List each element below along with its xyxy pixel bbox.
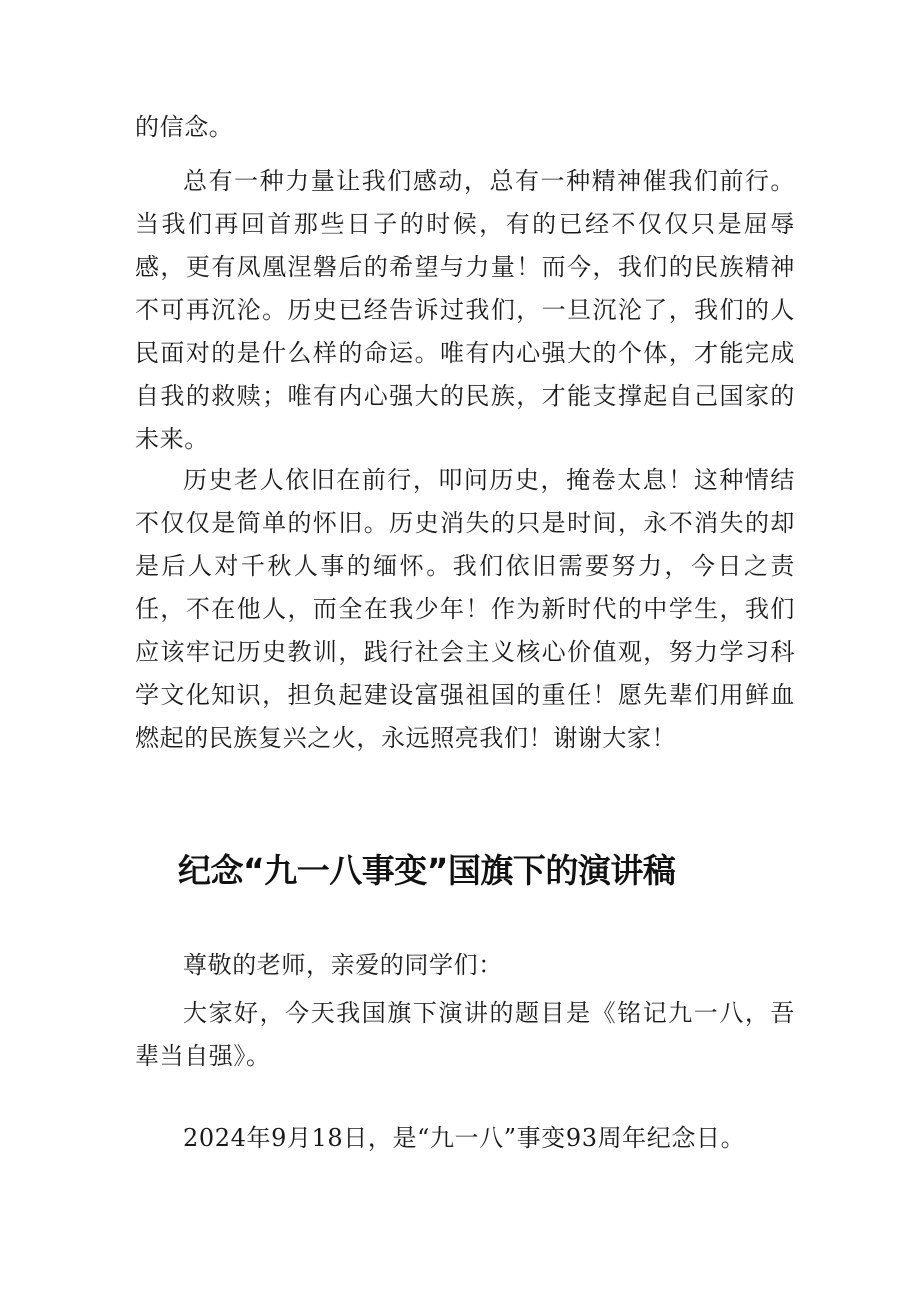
date-paragraph: 2024年9月18日，是“九一八”事变93周年纪念日。 <box>183 1124 746 1152</box>
speech-title: 纪念“九一八事变”国旗下的演讲稿 <box>178 851 676 890</box>
intro-paragraph: 大家好，今天我国旗下演讲的题目是《铭记九一八，吾辈当自强》。 <box>135 999 795 1070</box>
body-paragraph-2: 历史老人依旧在前行，叩问历史，掩卷太息！这种情结不仅仅是简单的怀旧。历史消失的只是时间，永不消失的却是后人对千秋人事的缅怀。我们依旧需要努力，今日之责任，不在他人，而全在我少年！作为新时代的中学生，我们应该牢记历史教训，践行社会主义核心价值观，努力学习科学文化知识，担负起建设富强祖国的重任！愿先辈们用鲜血燃起的民族复兴之火，永远照亮我们！谢谢大家！ <box>135 466 795 752</box>
body-paragraph-1: 总有一种力量让我们感动，总有一种精神催我们前行。当我们再回首那些日子的时候，有的已经不仅仅只是屈辱感，更有凤凰涅磐后的希望与力量！而今，我们的民族精神不可再沉沦。历史已经告诉过我们，一旦沉沦了，我们的人民面对的是什么样的命运。唯有内心强大的个体，才能完成自我的救赎；唯有内心强大的民族，才能支撑起自己国家的未来。 <box>135 167 795 453</box>
salutation-line: 尊敬的老师，亲爱的同学们： <box>183 951 503 979</box>
continuation-text: 的信念。 <box>135 113 234 141</box>
